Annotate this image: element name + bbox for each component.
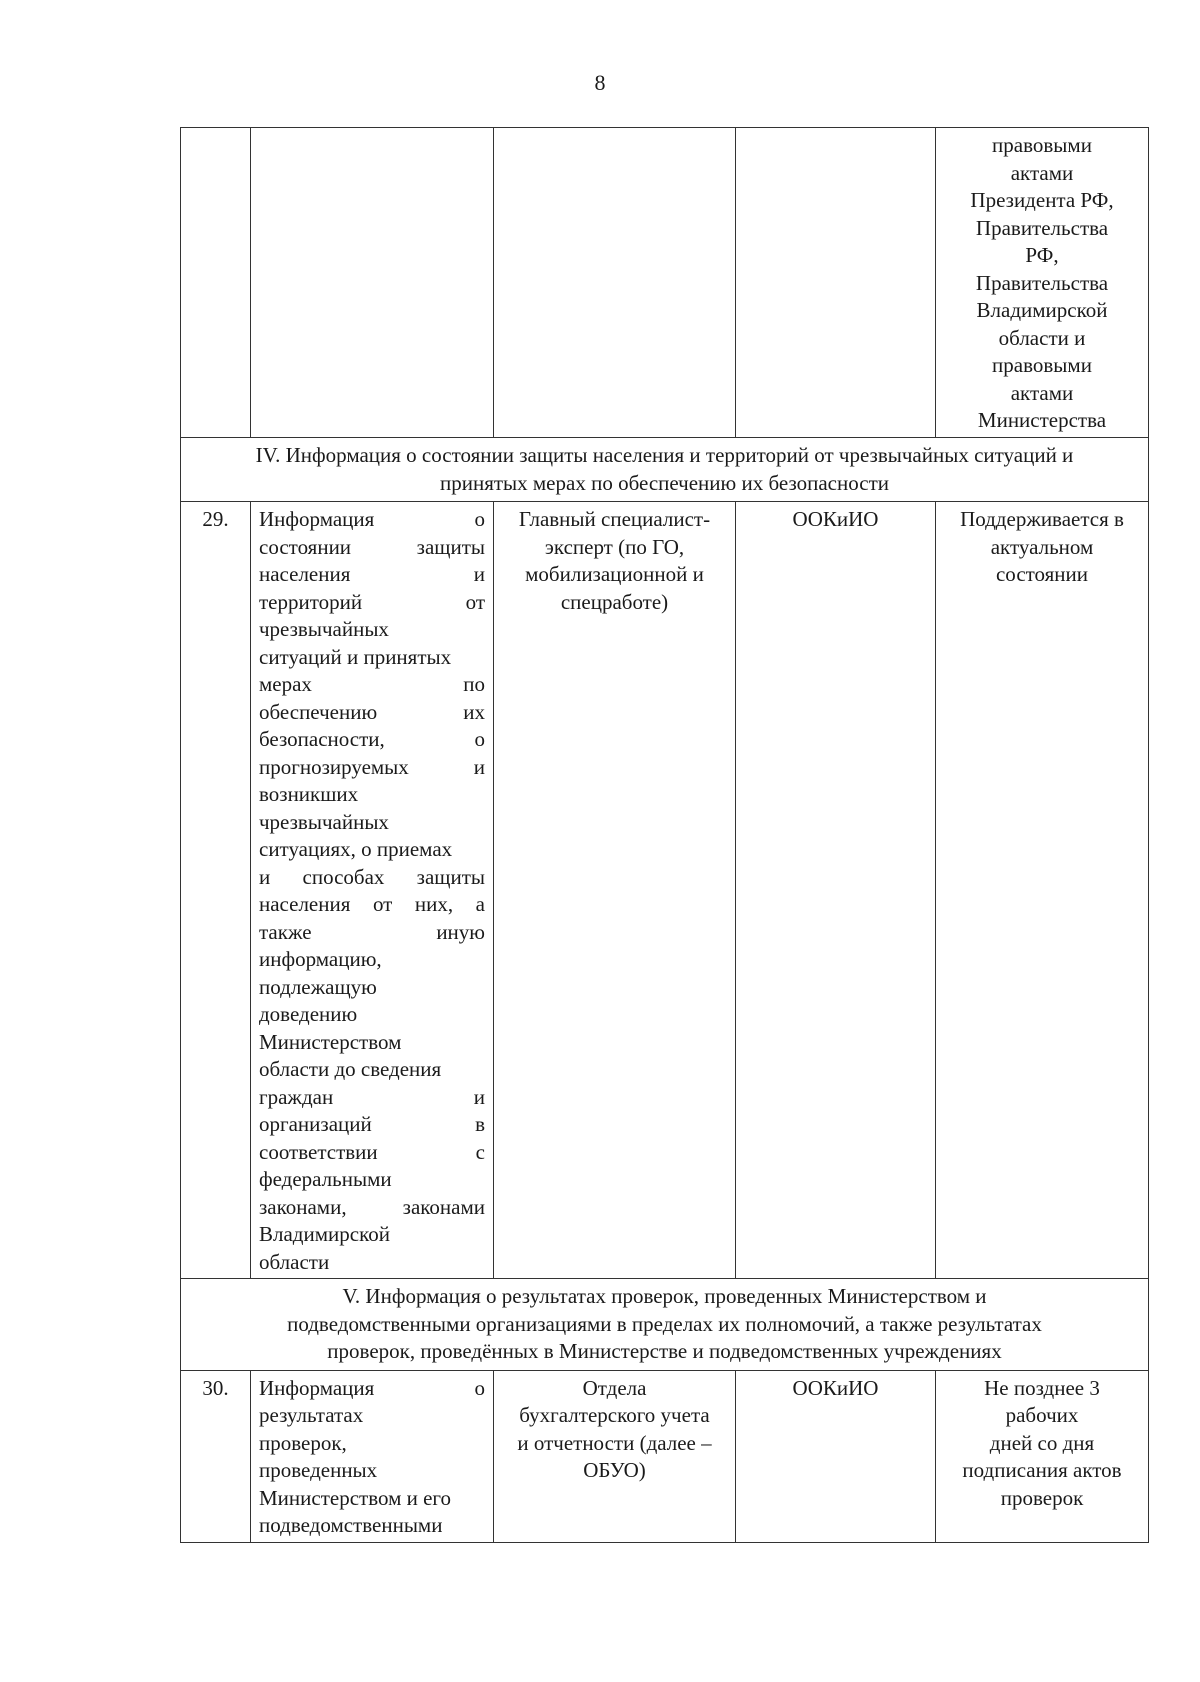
section-heading-line: IV. Информация о состоянии защиты населения и территорий от чрезвычайных ситуаций и <box>255 443 1074 467</box>
name-line: Министерством <box>259 1029 402 1054</box>
name-line: подведомственными <box>259 1513 443 1537</box>
responsible-line: и отчетности (далее – <box>517 1430 712 1455</box>
department-cell: ООКиИО <box>736 1370 936 1542</box>
table-row-30 <box>181 1370 1149 1542</box>
term-line: Правительства <box>975 270 1109 295</box>
department-cell: ООКиИО <box>736 502 936 1279</box>
continuation-number-cell <box>181 128 251 438</box>
section-v-heading <box>181 1279 1149 1371</box>
term-line: рабочих <box>1005 1403 1079 1427</box>
term-line: области и <box>998 325 1086 350</box>
term-line: правовыми <box>992 133 1092 157</box>
section-v-heading-row <box>181 1279 1149 1371</box>
name-line: Информация о <box>259 1375 485 1400</box>
section-heading-line: принятых мерах по обеспечению их безопасности <box>439 470 889 495</box>
name-line: ситуаций и принятых <box>259 644 452 669</box>
term-line: Министерства <box>977 408 1107 432</box>
name-line: подлежащую <box>259 974 377 999</box>
name-line: чрезвычайных <box>259 617 389 641</box>
term-line: Президента РФ, <box>970 188 1114 212</box>
name-line: возникших <box>259 782 359 806</box>
table-row-29 <box>181 502 1149 1279</box>
term-line: Владимирской <box>976 298 1108 322</box>
section-heading-line: подведомственными организациями в пределах их полномочий, а также результатах <box>287 1311 1042 1336</box>
name-line: безопасности, о <box>259 727 485 751</box>
term-line: Не позднее 3 <box>984 1375 1100 1400</box>
name-line: и способах защиты <box>259 864 485 889</box>
term-line: подписания актов <box>962 1458 1122 1482</box>
continuation-row <box>181 128 1149 438</box>
name-line: ситуациях, о приемах <box>259 837 453 861</box>
info-name-cell <box>251 502 494 1279</box>
name-line: федеральными <box>259 1167 392 1191</box>
name-line: организаций в <box>259 1112 485 1136</box>
responsible-line: эксперт (по ГО, <box>544 534 685 559</box>
row-number: 29. <box>181 502 251 1279</box>
term-line: состоянии <box>995 562 1089 586</box>
name-line: территорий от <box>259 589 485 614</box>
info-name-cell <box>251 1370 494 1542</box>
page-number: 8 <box>594 70 606 95</box>
registry-table <box>180 127 1148 1543</box>
term-cell <box>936 502 1149 1279</box>
continuation-term-cell <box>936 128 1149 438</box>
name-line: мерах по <box>259 672 485 696</box>
term-line: Поддерживается в <box>960 507 1124 531</box>
name-line: населения от них, а <box>259 892 485 916</box>
term-line: РФ, <box>1025 243 1059 267</box>
name-line: граждан и <box>259 1084 485 1109</box>
continuation-name-cell <box>251 128 494 438</box>
section-iv-heading-row <box>181 438 1149 502</box>
term-line: актами <box>1010 160 1074 185</box>
responsible-cell <box>494 1370 736 1542</box>
term-cell <box>936 1370 1149 1542</box>
responsible-line: Главный специалист- <box>518 507 711 531</box>
name-line: обеспечению их <box>259 699 485 724</box>
term-line: проверок <box>1000 1485 1084 1510</box>
responsible-line: бухгалтерского учета <box>519 1403 710 1427</box>
name-line: также иную <box>259 919 485 944</box>
name-line: прогнозируемых и <box>259 754 485 779</box>
name-line: доведению <box>259 1002 358 1026</box>
responsible-line: спецработе) <box>560 589 669 614</box>
responsible-cell <box>494 502 736 1279</box>
responsible-line: мобилизационной и <box>525 562 704 586</box>
name-line: Информация о <box>259 507 485 531</box>
continuation-responsible-cell <box>494 128 736 438</box>
responsible-line: ОБУО) <box>583 1458 646 1482</box>
term-line: правовыми <box>992 353 1092 377</box>
name-line: области <box>259 1249 330 1274</box>
name-line: Владимирской <box>259 1222 390 1246</box>
name-line: чрезвычайных <box>259 809 389 834</box>
name-line: области до сведения <box>259 1057 442 1081</box>
term-line: актуальном <box>990 534 1094 559</box>
responsible-line: Отдела <box>582 1375 647 1400</box>
name-line: населения и <box>259 562 485 586</box>
row-number: 30. <box>181 1370 251 1542</box>
continuation-department-cell <box>736 128 936 438</box>
section-heading-line: V. Информация о результатах проверок, проведенных Министерством и <box>342 1284 987 1308</box>
term-line: актами <box>1010 380 1074 405</box>
name-line: Министерством и его <box>259 1485 452 1510</box>
name-line: соответствии с <box>259 1139 485 1164</box>
name-line: законами, законами <box>259 1194 485 1219</box>
section-heading-line: проверок, проведённых в Министерстве и подведомственных учреждениях <box>327 1339 1002 1363</box>
section-iv-heading <box>181 438 1149 502</box>
term-line: Правительства <box>975 215 1109 240</box>
term-line: дней со дня <box>989 1430 1095 1455</box>
name-line: информацию, <box>259 947 382 971</box>
name-line: проверок, <box>259 1430 347 1455</box>
name-line: состоянии защиты <box>259 534 485 559</box>
name-line: результатах <box>259 1403 364 1427</box>
name-line: проведенных <box>259 1458 378 1482</box>
